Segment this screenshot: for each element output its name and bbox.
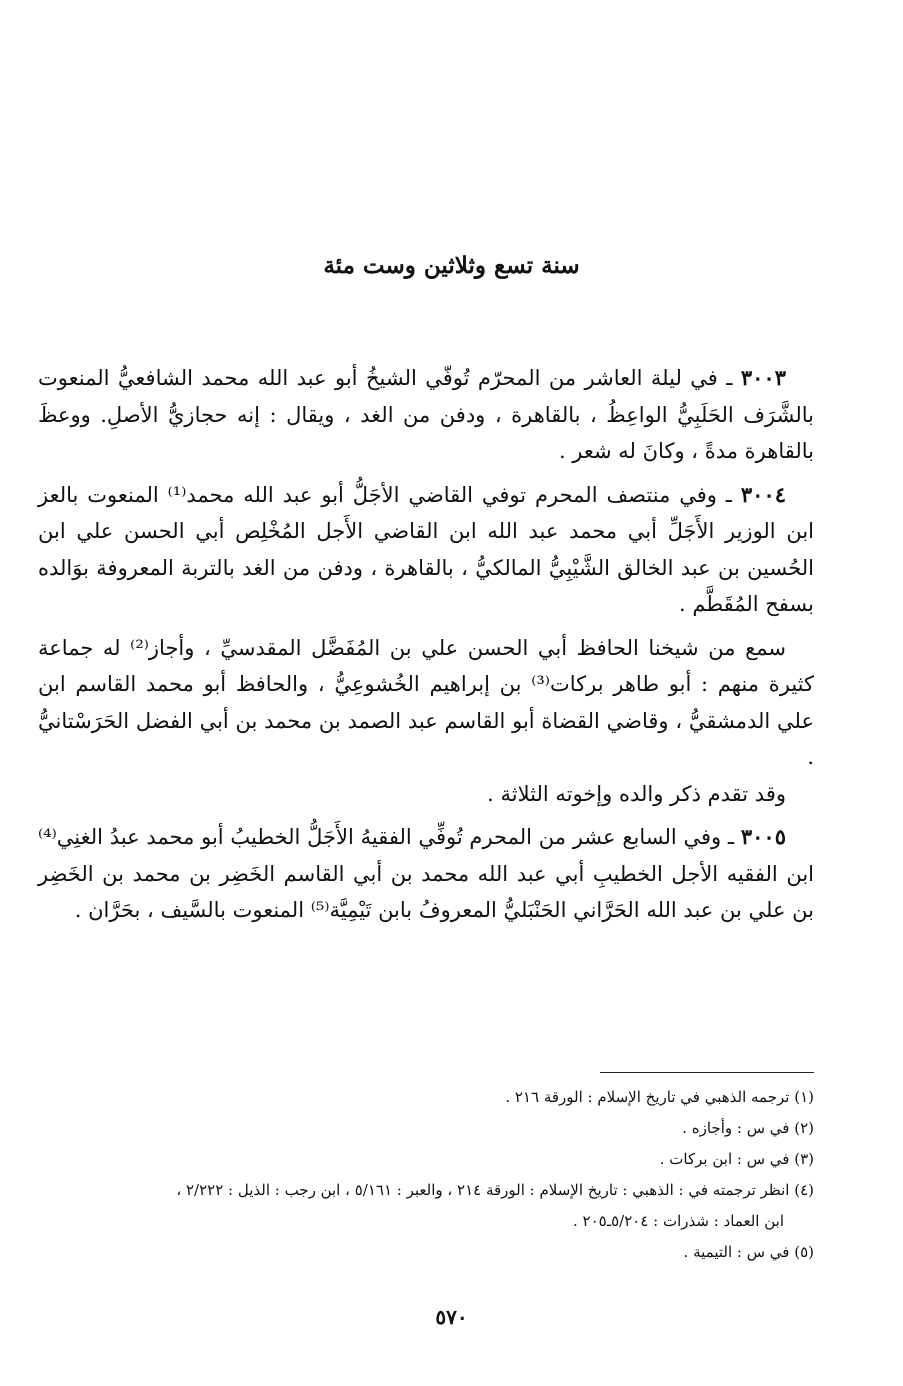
footnote-1: (١) ترجمه الذهبي في تاريخ الإسلام : الورقة ٢١٦ . xyxy=(505,1088,814,1106)
paragraph-teachers: سمع من شيخنا الحافظ أبي الحسن علي بن المُفَضَّل المقدسيِّ ، وأجاز⁽²⁾ له جماعة كثيرة منهم : أبو طاهر بركات⁽³⁾ بن إبراهيم الخُشوعِيُّ ، والحافظ أبو محمد القاسم ابن علي الدمشقيُّ ، وقاضي القضاة أبو القاسم عبد الصمد بن محمد بن أبي الفضل الحَرَسْتانيُّ . xyxy=(38,635,814,769)
entry-text: ـ في ليلة العاشر من المحرّم تُوفّي الشيخُ أبو عبد الله محمد الشافعيُّ المنعوت بالشَّرَف الحَلَبِيُّ الواعِظُ ، بالقاهرة ، ودفن من الغد ، ويقال : إنه حجازيُّ الأصلِ. ووعظَ بالقاهرة مدةً ، وكانَ له شعر . xyxy=(38,366,814,463)
footnote-3: (٣) في س : ابن بركات . xyxy=(659,1150,814,1168)
entry-number: ٣٠٠٤ xyxy=(740,481,786,507)
footnote-5: (٥) في س : التيمية . xyxy=(683,1243,814,1261)
entry-3004 xyxy=(38,477,814,623)
entry-number: ٣٠٠٥ xyxy=(740,824,786,849)
entry-number: ٣٠٠٣ xyxy=(740,365,786,390)
main-text xyxy=(38,360,814,936)
footnote-divider xyxy=(600,1072,814,1073)
year-heading: سنة تسع وثلاثين وست مئة xyxy=(323,252,580,279)
entry-3005 xyxy=(38,819,814,929)
paragraph-family-note: وقد تقدم ذكر والده وإخوته الثلاثة . xyxy=(487,781,786,806)
entry-text: ـ وفي السابع عشر من المحرم تُوفِّي الفقيهُ الأَجَلُّ الخطيبُ أبو محمد عبدُ الغنِي⁽⁴⁾ ابن الفقيه الأجل الخطيبِ أبي عبد الله محمد بن أبي القاسم الخَضِر بن محمد بن الخَضِر بن علي بن عبد الله الحَرَّاني الحَنْبَليُّ المعروفُ بابن تَيْمِيَّة⁽⁵⁾ المنعوت بالسَّيف ، بحَرَّان . xyxy=(38,825,814,922)
footnote-2: (٢) في س : وأجازه . xyxy=(682,1119,814,1137)
entry-3003 xyxy=(38,360,814,470)
footnote-4: (٤) انظر ترجمته في : الذهبي : تاريخ الإسلام : الورقة ٢١٤ ، والعبر : ٥/١٦١ ، ابن رجب : الذيل : ٢/٢٢٢ ، xyxy=(176,1181,814,1199)
footnote-4-continuation: ابن العماد : شذرات : ٥/٢٠٤ـ٢٠٥ . xyxy=(573,1212,784,1230)
entry-text: ـ وفي منتصف المحرم توفي القاضي الأجَلُّ أبو عبد الله محمد⁽¹⁾ المنعوت بالعز ابن الوزير الأَجَلِّ أبي محمد عبد الله ابن القاضي الأَجل المُخْلِص أبي الحسن علي ابن الحُسين بن عبد الخالق الشَّيْبِيُّ المالكيُّ ، بالقاهرة ، ودفن من الغد بالتربة المعروفة بوَالده بسفح المُقَطَّم . xyxy=(38,482,814,616)
page-number: ٥٧٠ xyxy=(435,1305,468,1329)
footnotes xyxy=(38,1082,814,1268)
